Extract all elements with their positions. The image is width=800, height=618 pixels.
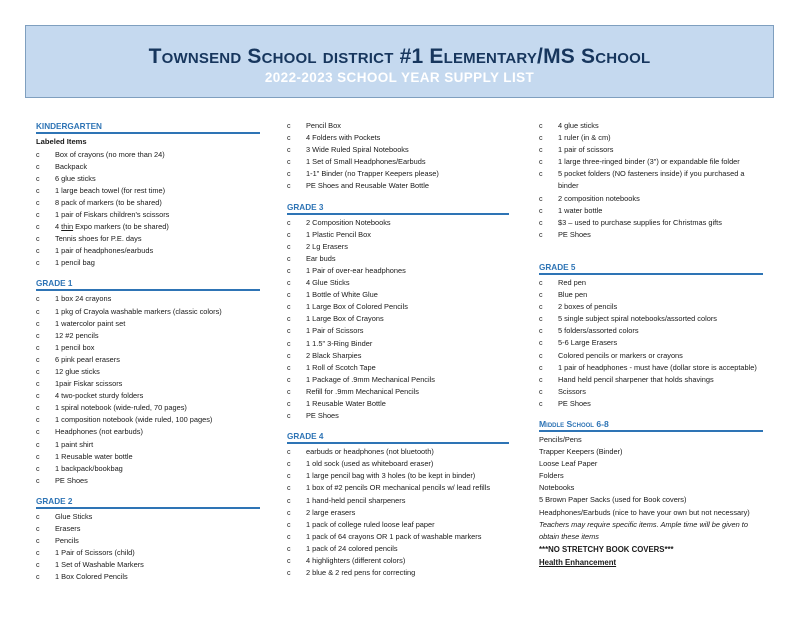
- list-item: c Refill for .9mm Mechanical Pencils: [287, 386, 509, 398]
- list-item: Headphones/Earbuds (nice to have your own but not necessary): [539, 507, 750, 517]
- grade-5-heading: GRADE 5: [539, 261, 763, 275]
- list-item: c Hand held pencil sharpener that holds shavings: [539, 374, 763, 386]
- kindergarten-list: [36, 149, 260, 270]
- list-item: c 1 Box Colored Pencils: [36, 571, 260, 583]
- list-item: c Colored pencils or markers or crayons: [539, 350, 763, 362]
- list-item: c 2 large erasers: [287, 507, 509, 519]
- list-item: c 2 boxes of pencils: [539, 301, 763, 313]
- list-item: c 1 pencil box: [36, 342, 260, 354]
- list-item: c 1 pair of Fiskars children's scissors: [36, 209, 260, 221]
- list-item: c 1 paint shirt: [36, 439, 260, 451]
- list-item: c 1 old sock (used as whiteboard eraser): [287, 458, 509, 470]
- book-cover-warning: ***NO STRETCHY BOOK COVERS***: [539, 544, 674, 554]
- list-item: c 1 spiral notebook (wide-ruled, 70 pages): [36, 402, 260, 414]
- grade-2-list-part-2: [287, 120, 509, 193]
- list-item: c 1 Reusable Water Bottle: [287, 398, 509, 410]
- list-item: Notebooks: [539, 483, 575, 493]
- page-header: [25, 25, 774, 98]
- grade-2-list-part-1: [36, 511, 260, 584]
- list-item: c 12 glue sticks: [36, 366, 260, 378]
- list-item: c 1 ruler (in & cm): [539, 132, 763, 144]
- teacher-note: Teachers may require specific items. Ample time will be given to obtain these items: [539, 519, 748, 541]
- list-item: c 1 box of #2 pencils OR mechanical pencils w/ lead refills: [287, 482, 509, 494]
- list-item: c 1 large pencil bag with 3 holes (to be kept in binder): [287, 470, 509, 482]
- list-item: c 1 Reusable water bottle: [36, 451, 260, 463]
- list-item: c 1-1" Binder (no Trapper Keepers please): [287, 168, 509, 180]
- list-item: c PE Shoes: [539, 398, 763, 410]
- list-item: c Glue Sticks: [36, 511, 260, 523]
- list-item: c 1pair Fiskar scissors: [36, 378, 260, 390]
- list-item: c 5 single subject spiral notebooks/assorted colors: [539, 313, 763, 325]
- grade-4-list-part-2: [539, 120, 763, 241]
- list-item: c Blue pen: [539, 289, 763, 301]
- grade-4-heading: GRADE 4: [287, 430, 509, 444]
- grade-5-list: [539, 277, 763, 410]
- list-item: c 1 Package of .9mm Mechanical Pencils: [287, 374, 509, 386]
- list-item: c 1 pencil bag: [36, 257, 260, 269]
- labeled-items-subheading: Labeled Items: [36, 137, 87, 146]
- list-item: c PE Shoes: [36, 475, 260, 487]
- list-item: c $3 – used to purchase supplies for Christmas gifts: [539, 217, 763, 229]
- list-item: c earbuds or headphones (not bluetooth): [287, 446, 509, 458]
- list-item: c Pencil Box: [287, 120, 509, 132]
- list-item: c 6 glue sticks: [36, 173, 260, 185]
- list-item: c 1 large beach towel (for rest time): [36, 185, 260, 197]
- list-item: c 1 pair of headphones/earbuds: [36, 245, 260, 257]
- list-item: c 2 composition notebooks: [539, 193, 763, 205]
- list-item: c Headphones (not earbuds): [36, 426, 260, 438]
- list-item: c PE Shoes: [287, 410, 509, 422]
- grade-2-heading: GRADE 2: [36, 495, 260, 509]
- list-item: c 1 pack of college ruled loose leaf paper: [287, 519, 509, 531]
- list-item: c 1 pack of 24 colored pencils: [287, 543, 509, 555]
- list-item: c 1 box 24 crayons: [36, 293, 260, 305]
- list-item: c Red pen: [539, 277, 763, 289]
- list-item: c 5 pocket folders (NO fasteners inside) if you purchased a binder: [539, 168, 763, 192]
- expo-thin: thin: [61, 222, 74, 232]
- list-item: c Scissors: [539, 386, 763, 398]
- grade-3-heading: GRADE 3: [287, 201, 509, 215]
- list-item: Loose Leaf Paper: [539, 459, 598, 469]
- list-item: Pencils/Pens: [539, 434, 582, 444]
- list-item: Folders: [539, 471, 564, 481]
- list-item: c Pencils: [36, 535, 260, 547]
- list-item: c 4 two-pocket sturdy folders: [36, 390, 260, 402]
- expo-prefix: 4: [55, 222, 62, 232]
- page-subtitle: 2022-2023 SCHOOL YEAR SUPPLY LIST: [264, 70, 535, 85]
- grade-1-list: [36, 293, 260, 487]
- list-item: 5 Brown Paper Sacks (used for Book covers): [539, 495, 687, 505]
- grade-1-heading: GRADE 1: [36, 277, 260, 291]
- column-3: [539, 120, 763, 569]
- list-item: c 5 folders/assorted colors: [539, 325, 763, 337]
- list-item: c 1 pkg of Crayola washable markers (classic colors): [36, 306, 260, 318]
- list-item: c Ear buds: [287, 253, 509, 265]
- list-item: c 2 Composition Notebooks: [287, 217, 509, 229]
- list-item: c 4 highlighters (different colors): [287, 555, 509, 567]
- list-item: c 8 pack of markers (to be shared): [36, 197, 260, 209]
- list-item: Trapper Keepers (Binder): [539, 447, 623, 457]
- list-item: c 5-6 Large Erasers: [539, 337, 763, 349]
- list-item: c 3 Wide Ruled Spiral Notebooks: [287, 144, 509, 156]
- list-item: c 2 Lg Erasers: [287, 241, 509, 253]
- list-item: c 1 water bottle: [539, 205, 763, 217]
- list-item: c Erasers: [36, 523, 260, 535]
- column-1: [36, 120, 260, 584]
- list-item: c 1 Plastic Pencil Box: [287, 229, 509, 241]
- middle-school-heading: Middle School 6-8: [539, 418, 763, 432]
- list-item: c 1 pair of scissors: [539, 144, 763, 156]
- list-item: c 1 Large Box of Crayons: [287, 313, 509, 325]
- grade-4-list-part-1: [287, 446, 509, 579]
- list-item: c 1 hand-held pencil sharpeners: [287, 495, 509, 507]
- list-item: c 1 1.5" 3-Ring Binder: [287, 338, 509, 350]
- list-item: c 4 Glue Sticks: [287, 277, 509, 289]
- list-item: c 4 glue sticks: [539, 120, 763, 132]
- list-item: c 6 pink pearl erasers: [36, 354, 260, 366]
- list-item: c 1 Pair of Scissors (child): [36, 547, 260, 559]
- list-item: c Backpack: [36, 161, 260, 173]
- list-item: c 1 Set of Small Headphones/Earbuds: [287, 156, 509, 168]
- list-item: c Box of crayons (no more than 24): [36, 149, 260, 161]
- list-item: c 1 pack of 64 crayons OR 1 pack of washable markers: [287, 531, 509, 543]
- list-item: c 2 blue & 2 red pens for correcting: [287, 567, 509, 579]
- expo-rest: Expo markers (to be shared): [75, 222, 169, 232]
- kindergarten-heading: KINDERGARTEN: [36, 120, 260, 134]
- list-item: c 1 Pair of Scissors: [287, 325, 509, 337]
- list-item: c 1 pair of headphones - must have (dollar store is acceptable): [539, 362, 763, 374]
- list-item: c 1 Bottle of White Glue: [287, 289, 509, 301]
- list-item: c 1 watercolor paint set: [36, 318, 260, 330]
- list-item: c 12 #2 pencils: [36, 330, 260, 342]
- list-item: c 1 backpack/bookbag: [36, 463, 260, 475]
- list-item: c 4 Folders with Pockets: [287, 132, 509, 144]
- middle-school-list: [539, 434, 763, 519]
- health-enhancement-heading: Health Enhancement: [539, 557, 617, 567]
- list-item: c Tennis shoes for P.E. days: [36, 233, 260, 245]
- list-item: c 2 Black Sharpies: [287, 350, 509, 362]
- list-item: c 1 Large Box of Colored Pencils: [287, 301, 509, 313]
- list-item: c 1 composition notebook (wide ruled, 100 pages): [36, 414, 260, 426]
- list-item: c 1 large three-ringed binder (3") or expandable file folder: [539, 156, 763, 168]
- list-item: c 1 Roll of Scotch Tape: [287, 362, 509, 374]
- list-item: c PE Shoes: [539, 229, 763, 241]
- list-item: c 1 Set of Washable Markers: [36, 559, 260, 571]
- list-item: c PE Shoes and Reusable Water Bottle: [287, 180, 509, 192]
- list-item: [36, 221, 260, 233]
- page-title: Townsend School district #1 Elementary/MS School: [148, 45, 651, 68]
- column-2: [287, 120, 509, 579]
- list-item: c 1 Pair of over-ear headphones: [287, 265, 509, 277]
- grade-3-list: [287, 217, 509, 423]
